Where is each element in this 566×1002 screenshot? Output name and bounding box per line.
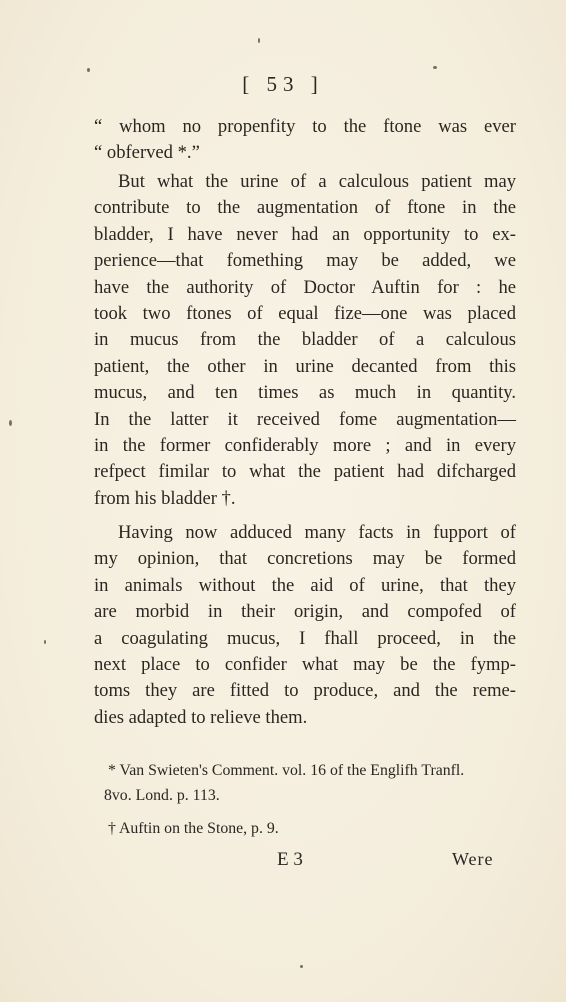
text-line: “ whom no propenfity to the ftone was ever	[94, 116, 516, 137]
paper-speck	[433, 66, 437, 69]
text-line: dies adapted to relieve them.	[94, 706, 308, 728]
text-line: in the former confiderably more ; and in every	[94, 434, 516, 456]
paper-speck	[300, 965, 303, 968]
text-line: my opinion, that concretions may be formed	[94, 548, 516, 570]
text-line: refpect fimilar to what the patient had difcharged	[94, 461, 516, 483]
text-line: patient, the other in urine decanted from this	[94, 355, 516, 377]
text-line: in animals without the aid of urine, that they	[94, 574, 516, 596]
text-line: toms they are fitted to produce, and the reme-	[94, 680, 516, 702]
paragraph-urine-augmentation	[94, 169, 516, 512]
text-line: took two ftones of equal fize—one was placed	[94, 302, 516, 324]
signature-mark: E 3	[277, 849, 303, 870]
footnotes	[104, 758, 522, 841]
text-line: contribute to the augmentation of ftone in the	[94, 197, 516, 219]
footnote-austin: † Auftin on the Stone, p. 9.	[108, 820, 279, 837]
paper-speck	[258, 38, 260, 43]
paper-speck	[87, 68, 90, 72]
paper-speck	[9, 420, 12, 426]
text-line: bladder, I have never had an opportunity to ex-	[94, 223, 516, 245]
paper-speck	[44, 640, 46, 644]
text-line: are morbid in their origin, and compofed of	[94, 601, 516, 623]
footnote-van-swieten: * Van Swieten's Comment. vol. 16 of the Englifh Tranfl.	[108, 762, 465, 779]
paragraph-having-now-adduced	[94, 520, 516, 731]
text-line: But what the urine of a calculous patient may	[118, 171, 516, 192]
text-line: In the latter it received fome augmentation—	[94, 408, 516, 430]
footnote-van-swieten-continued: 8vo. Lond. p. 113.	[104, 787, 220, 804]
text-line: in mucus from the bladder of a calculous	[94, 329, 516, 351]
page-number: [ 53 ]	[242, 72, 324, 96]
text-line: Having now adduced many facts in fupport of	[118, 522, 516, 543]
text-line: mucus, and ten times as much in quantity.	[94, 382, 516, 404]
text-line: next place to confider what may be the fymp-	[94, 653, 516, 675]
text-line: have the authority of Doctor Auftin for : he	[94, 276, 516, 298]
paragraph-quote-end	[94, 114, 516, 167]
text-line: a coagulating mucus, I fhall proceed, in the	[94, 627, 516, 649]
text-line: from his bladder †.	[94, 487, 236, 509]
catchword: Were	[452, 849, 494, 869]
text-line: “ obferved *.”	[94, 142, 200, 164]
text-line: perience—that fomething may be added, we	[94, 250, 516, 272]
